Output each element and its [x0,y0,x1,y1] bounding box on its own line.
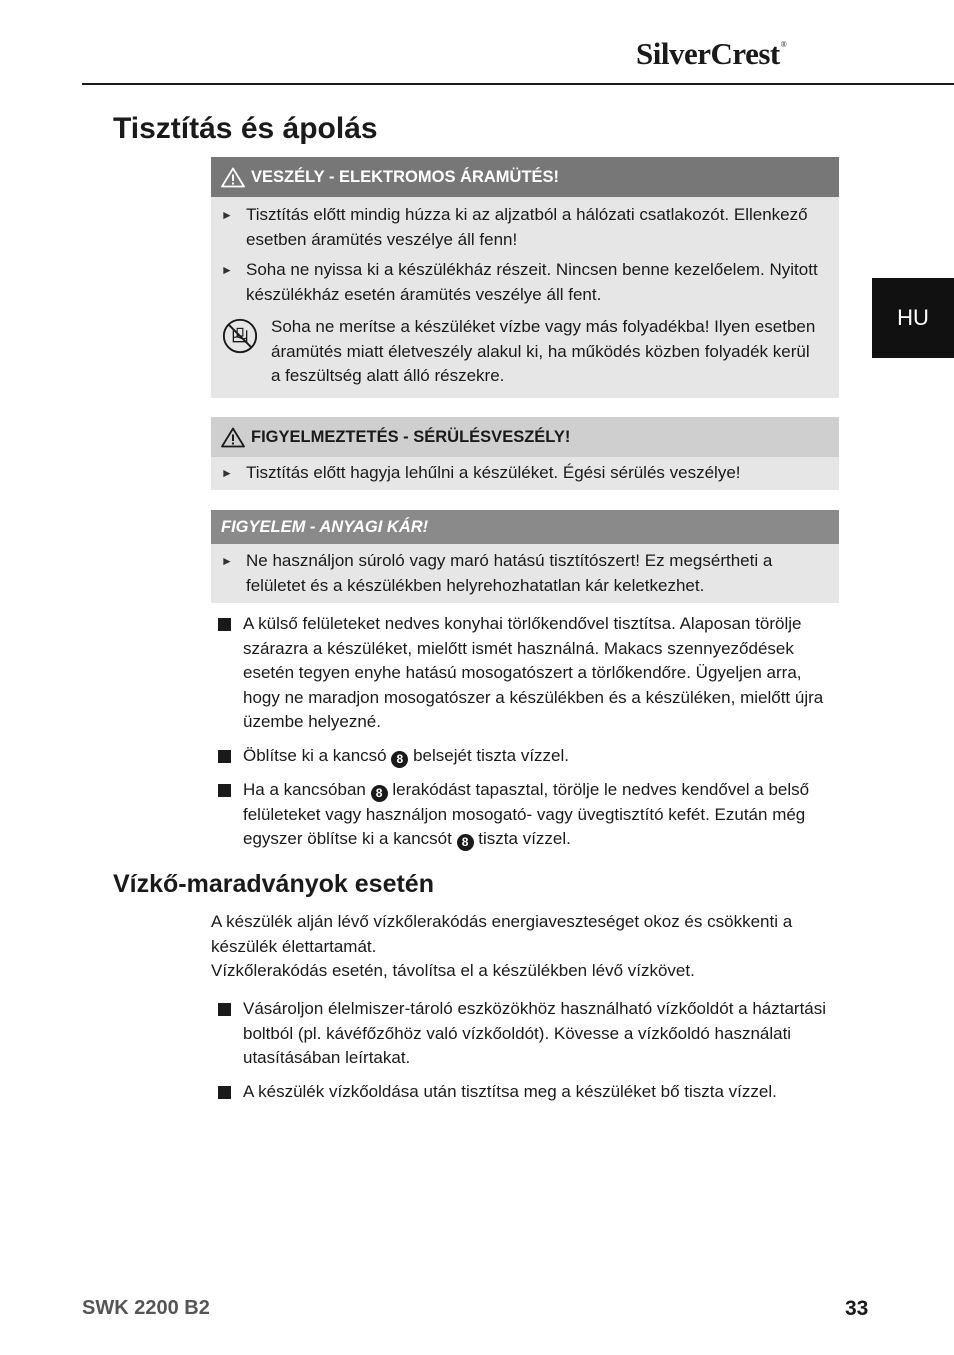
square-bullet-icon [218,1086,231,1099]
descaling-step-1: Vásároljon élelmiszer-tároló eszközökhöz használható vízkőoldót a háztartási boltból (pl. kávéfőzőhöz való vízkőoldót). Kövesse a vízkőoldó használati utasításában leírtakat. [218,997,838,1071]
square-bullet-icon [218,750,231,763]
caution-header [211,510,839,544]
part-number-badge: 8 [457,834,474,851]
cleaning-step-2: Öblítse ki a kancsó 8 belsejét tiszta vízzel. [218,744,838,769]
warning-triangle-icon [221,427,245,447]
descaling-intro-2: Vízkőlerakódás esetén, távolítsa el a készülékben lévő vízkövet. [211,961,695,980]
danger-body [211,197,839,398]
footer-model: SWK 2200 B2 [82,1297,210,1319]
caution-body [211,544,839,603]
language-tab: HU [872,278,954,358]
danger-box [211,157,839,398]
registered-mark: ® [780,40,787,49]
page-title: Tisztítás és ápolás [113,112,378,145]
cleaning-step-1: A külső felületeket nedves konyhai törlőkendővel tisztítsa. Alaposan törölje szárazra a készüléket, mielőtt ismét használná. Makacs szennyeződések esetén tegyen enyhe hatású mosogatószert a törlőkendőre. Ügyeljen arra, hogy ne maradjon mosogatószer a készülékben és a készüléken, mielőtt újra üzembe helyezné. [218,612,838,735]
warning-triangle-icon [221,167,245,187]
caution-item-1: ► Ne használjon súroló vagy maró hatású tisztítószert! Ez megsértheti a felületet és a készülékben helyrehozhatatlan kár keletkezhet. [221,551,773,595]
arrow-bullet-icon: ► [221,466,233,480]
descaling-step-2: A készülék vízkőoldása után tisztítsa meg a készüléket bő tiszta vízzel. [218,1080,838,1105]
part-number-badge: 8 [391,751,408,768]
warning-item-1: ► Tisztítás előtt hagyja lehűlni a készüléket. Égési sérülés veszélye! [221,461,821,486]
warning-body [211,457,839,490]
caution-box [211,510,839,603]
square-bullet-icon [218,784,231,797]
brand-logo [636,36,786,72]
part-number-badge: 8 [371,785,388,802]
caution-title: FIGYELEM - ANYAGI KÁR! [221,517,429,536]
arrow-bullet-icon: ► [221,208,233,222]
square-bullet-icon [218,618,231,631]
section-title-descaling: Vízkő-maradványok esetén [113,870,434,898]
danger-item-1: ► Tisztítás előtt mindig húzza ki az aljzatból a hálózati csatlakozót. Ellenkező esetben áramütés veszélye áll fenn! [221,205,808,249]
brand-logo-text: SilverCrest [636,36,780,71]
arrow-bullet-icon: ► [221,263,233,277]
danger-header [211,157,839,197]
warning-box [211,417,839,490]
arrow-bullet-icon: ► [221,554,233,568]
no-water-immersion-icon [221,317,261,357]
danger-item-2: ► Soha ne nyissa ki a készülékház részeit. Nincsen benne kezelőelem. Nyitott készülékház esetén áramütés veszélye áll fent. [221,260,818,304]
water-note [221,315,821,389]
header-rule [82,83,954,85]
water-note-text: Soha ne merítse a készüléket vízbe vagy más folyadékba! Ilyen esetben áramütés miatt életveszély alakul ki, ha működés közben folyadék kerül a feszültség alatt álló részekre. [271,317,816,385]
page-number: 33 [845,1297,869,1320]
descaling-intro-1: A készülék alján lévő vízkőlerakódás energiaveszteséget okoz és csökkenti a készülék élettartamát. [211,912,793,956]
cleaning-step-3: Ha a kancsóban 8 lerakódást tapasztal, törölje le nedves kendővel a belső felületeket vagy használjon mosogató- vagy üvegtisztító kefét. Ezután még egyszer öblítse ki a kancsót 8 tiszta vízzel. [218,778,838,852]
warning-title: FIGYELMEZTETÉS - SÉRÜLÉSVESZÉLY! [251,427,571,446]
square-bullet-icon [218,1003,231,1016]
danger-title: VESZÉLY - ELEKTROMOS ÁRAMÜTÉS! [251,167,560,186]
warning-header [211,417,839,457]
